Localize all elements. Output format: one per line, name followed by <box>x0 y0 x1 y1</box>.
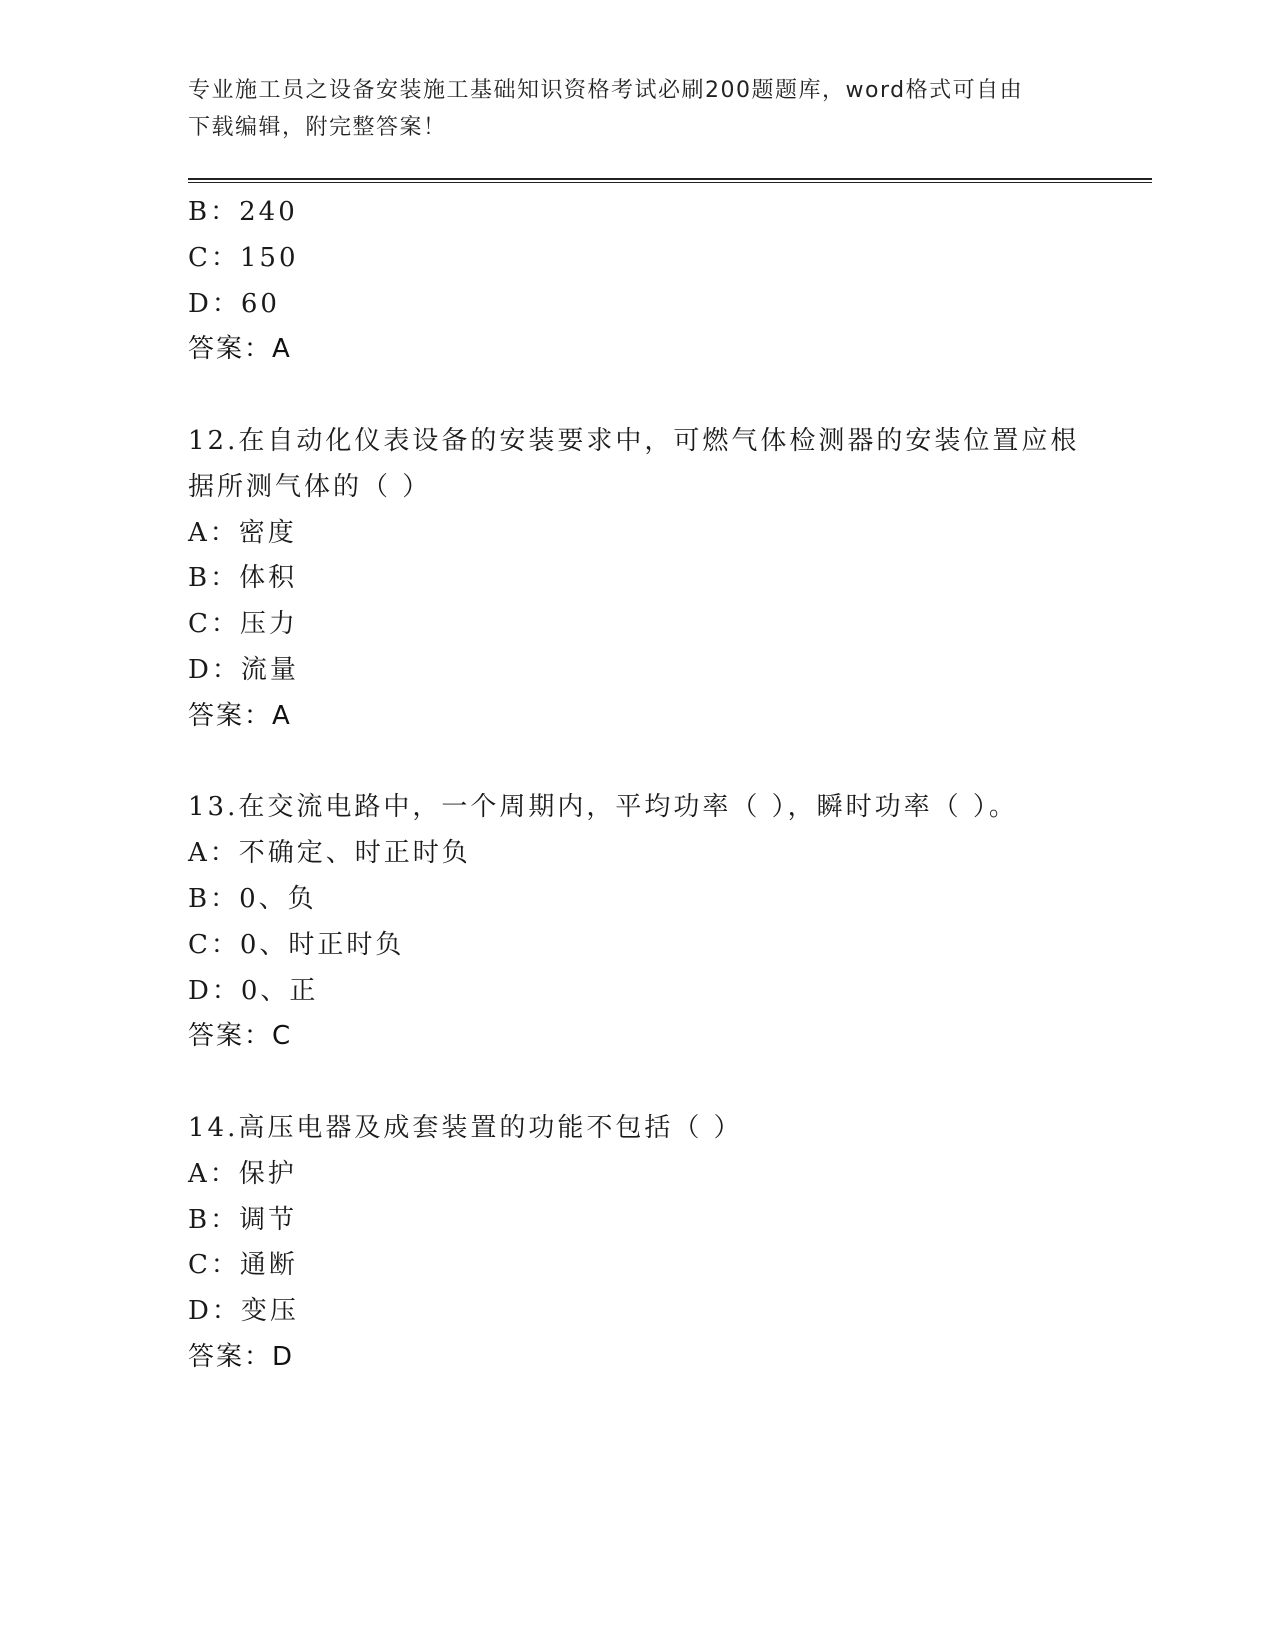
question-stem: 14.高压电器及成套装置的功能不包括（ ） <box>188 1112 743 1143</box>
question-12 <box>188 419 1148 740</box>
answer-line: 答案：A <box>188 334 292 365</box>
option-a: A：保护 <box>188 1158 297 1189</box>
option-d: D：0、正 <box>188 975 319 1006</box>
answer-line: 答案：D <box>188 1341 295 1372</box>
option-a: A：不确定、时正时负 <box>188 838 471 869</box>
option-b: B：体积 <box>188 563 298 594</box>
option-c: C：150 <box>188 242 299 273</box>
option-d: D：60 <box>188 288 280 319</box>
option-a: A：密度 <box>188 517 297 548</box>
spacer <box>188 1060 1148 1106</box>
document-header <box>188 72 1088 146</box>
option-d: D：变压 <box>188 1296 299 1327</box>
spacer <box>188 740 1148 786</box>
question-stem: 12.在自动化仪表设备的安装要求中，可燃气体检测器的安装位置应根 <box>188 425 1080 456</box>
header-line-1: 专业施工员之设备安装施工基础知识资格考试必刷200题题库，word格式可自由 <box>188 78 1024 103</box>
question-13 <box>188 785 1148 1060</box>
header-divider <box>188 178 1152 183</box>
option-c: C：压力 <box>188 609 298 640</box>
header-line-2: 下载编辑，附完整答案！ <box>188 115 447 140</box>
answer-line: 答案：C <box>188 1021 293 1052</box>
question-carryover <box>188 190 1148 373</box>
option-b: B：240 <box>188 197 298 227</box>
option-c: C：0、时正时负 <box>188 929 405 960</box>
question-14 <box>188 1106 1148 1381</box>
option-c: C：通断 <box>188 1250 298 1281</box>
question-stem-continued: 据所测气体的（ ） <box>188 471 432 502</box>
question-stem: 13.在交流电路中，一个周期内，平均功率（ ），瞬时功率（ ）。 <box>188 792 1018 823</box>
answer-line: 答案：A <box>188 700 292 731</box>
spacer <box>188 373 1148 419</box>
option-b: B：调节 <box>188 1204 298 1235</box>
option-d: D：流量 <box>188 654 299 685</box>
question-list <box>188 190 1148 1381</box>
option-b: B：0、负 <box>188 883 317 914</box>
